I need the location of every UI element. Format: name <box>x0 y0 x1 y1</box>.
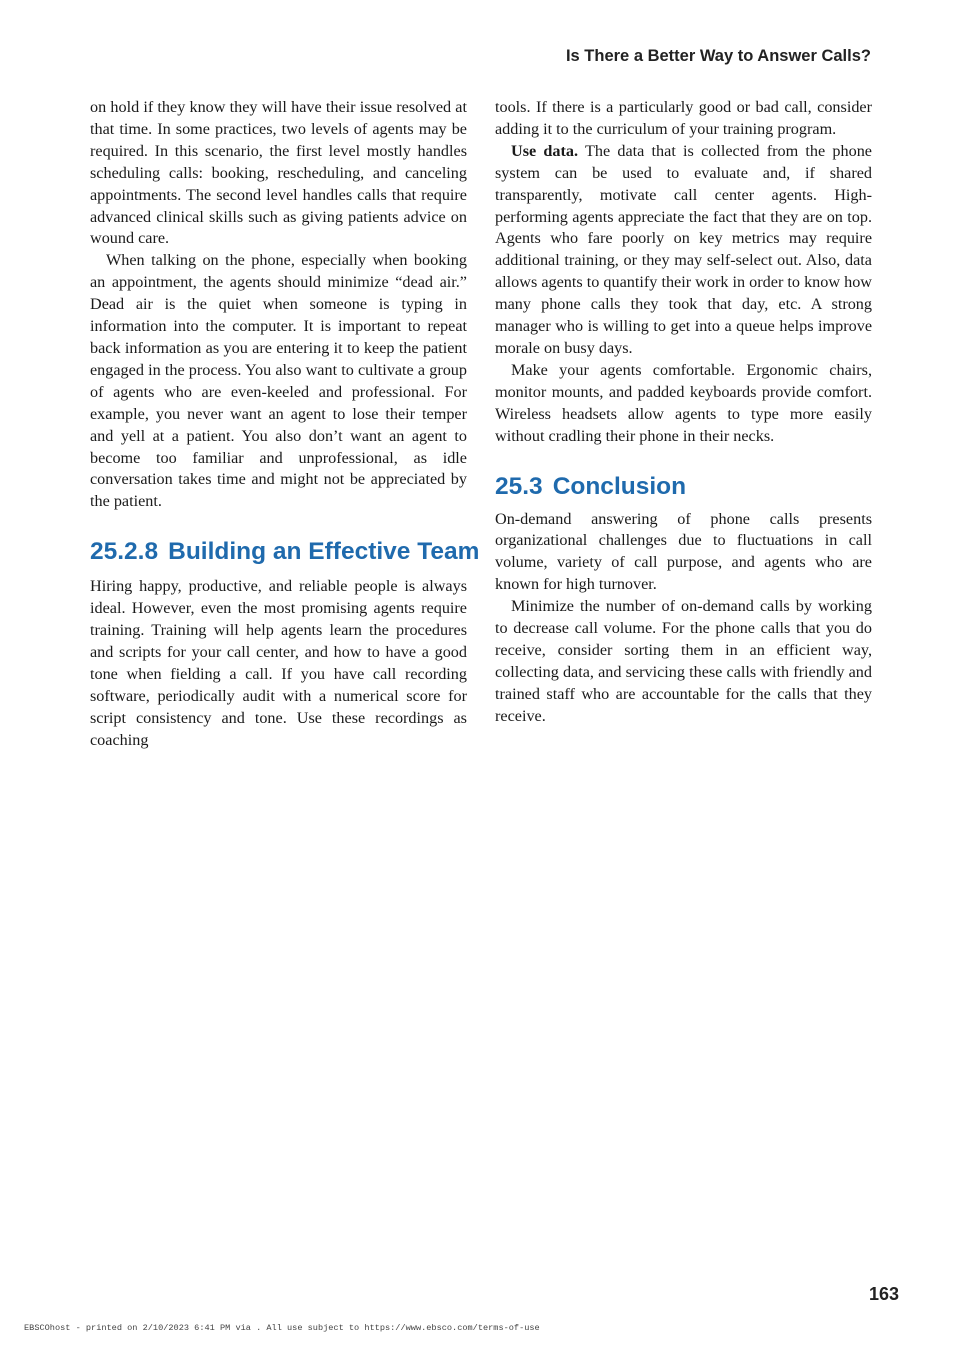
paragraph-body: The data that is collected from the phone system can be used to evaluate and, if shared transparently, motivate call center agents. High-performing agents appreciate the fact that they are on top. Agents who fare poorly on key metrics may require additional training, or they may self-select out. Also, data allows agents to quantify their work in order to know how many phone calls they took that day, etc. A strong manager who is willing to get into a queue helps improve morale on busy days. <box>495 141 872 357</box>
paragraph-use-data <box>495 141 872 360</box>
left-column <box>90 97 480 751</box>
section-heading-conclusion <box>495 472 872 502</box>
paragraph: tools. If there is a particularly good or bad call, consider adding it to the curriculum of your training program. <box>495 98 872 138</box>
section-title: Building an Effective Team <box>168 538 480 566</box>
section-heading-building-team <box>90 537 480 567</box>
print-footer: EBSCOhost - printed on 2/10/2023 6:41 PM via . All use subject to https://www.ebsco.com/terms-of-use <box>24 1323 540 1333</box>
paragraph: When talking on the phone, especially when booking an appointment, the agents should minimize “dead air.” Dead air is the quiet when someone is typing in information into the computer. It is important to repeat back information as you are entering it to keep the patient engaged in the process. You also want to cultivate a group of agents who are even-keeled and professional. For example, you never want an agent to lose their temper and yell at a patient. You also don’t want an agent to become too familiar and unprofessional, as idle conversation takes time and might not be appreciated by the patient. <box>90 251 467 511</box>
section-title: Conclusion <box>552 472 687 500</box>
paragraph: On-demand answering of phone calls presents organizational challenges due to fluctuations in call volume, variety of call purpose, and agents who are known for high turnover. <box>495 509 872 594</box>
page-number: 163 <box>868 1284 899 1304</box>
paragraph: Make your agents comfortable. Ergonomic chairs, monitor mounts, and padded keyboards provide comfort. Wireless headsets allow agents to type more easily without cradling their phone in their necks. <box>495 360 872 445</box>
section-number: 25.3 <box>495 472 543 500</box>
run-in-heading: Use data. <box>511 141 579 160</box>
right-column <box>495 97 872 728</box>
paragraph: Minimize the number of on-demand calls by working to decrease call volume. For the phone calls that you do receive, consider sorting them in an efficient way, collecting data, and servicing these calls with friendly and trained staff who are accountable for the calls that they receive. <box>495 597 872 725</box>
paragraph: on hold if they know they will have their issue resolved at that time. In some practices, two levels of agents may be required. In this scenario, the first level mostly handles scheduling calls: booking, rescheduling, and canceling appointments. The second level handles calls that require advanced clinical skills such as giving patients advice on wound care. <box>90 98 467 248</box>
running-head: Is There a Better Way to Answer Calls? <box>565 47 871 65</box>
paragraph: Hiring happy, productive, and reliable people is always ideal. However, even the most promising agents require training. Training will help agents learn the procedures and scripts for your call center, and how to have a good tone when fielding a call. If you have call recording software, periodically audit with a numerical score for script consistency and tone. Use these recordings as coaching <box>90 577 467 749</box>
section-number: 25.2.8 <box>90 538 159 566</box>
